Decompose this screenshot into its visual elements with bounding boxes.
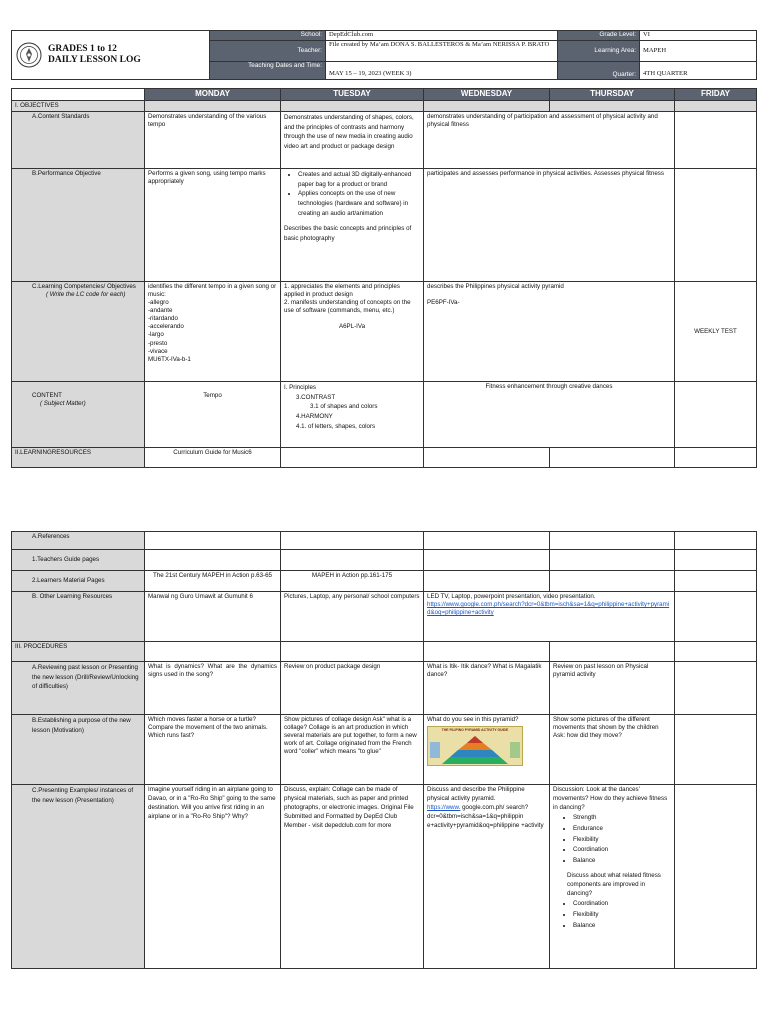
learning-resources-label: II.LEARNINGRESOURCES	[12, 448, 145, 468]
day-header-friday: FRIDAY	[675, 89, 757, 101]
quarter-label: Quarter:	[558, 61, 640, 79]
content-standards-label: A.Content Standards	[12, 112, 145, 169]
references-label: A.References	[12, 532, 145, 550]
quarter-value: 4TH QUARTER	[640, 61, 757, 79]
procedures-label: III. PROCEDURES	[12, 642, 145, 662]
motivation-monday: Which moves faster a horse or a turtle? Compare the movement of the two animals. Which runs fast?	[145, 715, 281, 785]
fitness-item: • Strength	[573, 813, 671, 824]
perf-tue-item: • Creates and actual 3D digitally-enhanced paper bag for a product or brand	[298, 170, 420, 189]
reviewing-wednesday: What is Itik- Itik dance? What is Magalatik dance?	[424, 662, 550, 715]
content-label-cell	[12, 382, 145, 448]
day-header-wednesday: WEDNESDAY	[424, 89, 550, 101]
motivation-wed-text: What do you see in this pyramid?	[427, 716, 519, 723]
comp-tuesday	[281, 282, 424, 382]
presentation-thursday	[550, 785, 675, 969]
comp-tue-code: A6PL-IVa	[338, 323, 366, 331]
comp-wed-text: describes the Philippines physical activity pyramid	[427, 283, 564, 291]
perf-wed-thu: participates and assesses performance in physical activities. Assesses physical fitness	[424, 169, 675, 282]
comp-tue-2: 2. manifests understanding of concepts on the use of software (commands, menu, etc.)	[284, 299, 411, 315]
motivation-tuesday: Show pictures of collage design Ask" what is a collage? Collage is an art production in which several materials are put together, to form a new work of art. Collage originated from the French word "coller" which means "to glue"	[281, 715, 424, 785]
perf-monday: Performs a given song, using tempo marks appropriately	[145, 169, 281, 282]
competencies-label: C.Learning Competencies/ Objectives	[32, 283, 136, 291]
resources-monday: Curriculum Guide for Music6	[145, 448, 281, 468]
fitness-item: • Balance	[573, 856, 671, 867]
header-title-line1: GRADES 1 to 12	[48, 44, 117, 55]
motivation-thursday: Show some pictures of the different movements that shown by the children Ask: how did they move?	[550, 715, 675, 785]
content-tue-line: 3.1 of shapes and colors	[310, 403, 378, 411]
school-value: DepEdClub.com	[326, 31, 558, 41]
content-std-tuesday: Demonstrates understanding of shapes, colors, and the principles of contrasts and harmony through the use of new media in creating audio video art and product or package design	[281, 112, 424, 169]
content-tue-line: 4.HARMONY	[296, 412, 333, 420]
fitness-item: • Coordination	[573, 899, 671, 910]
comp-mon-line: -largo	[148, 331, 164, 339]
area-label: Learning Area:	[558, 41, 640, 61]
learners-material-label: 2.Learners Material Pages	[12, 571, 145, 592]
presentation-wed-text: Discuss and describe the Philippine physical activity pyramid.	[427, 786, 525, 802]
grade-label: Grade Level:	[558, 31, 640, 41]
other-monday: Manwal ng Guro Umawit at Gumuhit 6	[145, 592, 281, 642]
section-objectives: I. OBJECTIVES	[12, 101, 145, 112]
teacher-label: Teacher:	[210, 41, 326, 61]
lm-monday: The 21st Century MAPEH in Action p.63-65	[145, 571, 281, 592]
content-wed-thu: Fitness enhancement through creative dances	[424, 382, 675, 448]
reviewing-tuesday: Review on product package design	[281, 662, 424, 715]
content-note: ( Subject Matter)	[40, 400, 86, 408]
comp-mon-line: -accelerando	[148, 323, 184, 331]
day-header-monday: MONDAY	[145, 89, 281, 101]
fitness-item: • Flexibility	[573, 835, 671, 846]
other-wed-text: LED TV, Laptop, powerpoint presentation, video presentation.	[427, 593, 596, 600]
content-std-wed-thu: demonstrates understanding of participation and assessment of physical activity and physical fitness	[424, 112, 675, 169]
comp-wed-code: PE6PF-IVa-	[427, 299, 460, 307]
performance-objective-label: B.Performance Objective	[12, 169, 145, 282]
presentation-wednesday	[424, 785, 550, 969]
header-title-line2: DAILY LESSON LOG	[48, 55, 141, 65]
comp-monday	[145, 282, 281, 382]
fitness-item: • Flexibility	[573, 910, 671, 921]
lm-tuesday: MAPEH in Action pp.161-175	[281, 571, 424, 592]
fitness-item: • Balance	[573, 921, 671, 932]
comp-friday: WEEKLY TEST	[675, 282, 757, 382]
motivation-label: B.Establishing a purpose of the new lesson (Motivation)	[12, 715, 145, 785]
comp-mon-line: -ritardando	[148, 315, 178, 323]
pyramid-search-link[interactable]: https://www.google.com.ph/search?dcr=0&tbm=isch&sa=1&q=philippine+activity+pyramid&oq=philippine+activity	[427, 601, 670, 617]
pyramid-graphic	[428, 734, 522, 766]
content-monday: Tempo	[145, 382, 281, 448]
presentation-tuesday: Discuss, explain: Collage can be made of physical materials, such as paper and printed photographs, or electronic images. Original File Submitted and Formatted by DepEd Club Member - visit depedclub.com for more	[281, 785, 424, 969]
other-wed-thu	[424, 592, 675, 642]
presentation-monday: Imagine yourself riding in an airplane going to Davao, or in a "Ro-Ro Ship" going to the same destination. Will you arrive first riding in an airplane or in a "Ro-Ro Ship"? Why?	[145, 785, 281, 969]
fitness-item: • Coordination	[573, 845, 671, 856]
comp-mon-line: -andante	[148, 307, 173, 315]
day-header-thursday: THURSDAY	[550, 89, 675, 101]
presentation-wed-link[interactable]: https://www.	[427, 803, 461, 811]
lesson-table-page2	[11, 531, 757, 969]
grade-value: VI	[640, 31, 757, 41]
presentation-thu-mid: Discuss about what related fitness components are improved in dancing?	[567, 872, 661, 898]
presentation-label: C.Presenting Examples/ instances of the new lesson (Presentation)	[12, 785, 145, 969]
comp-mon-line: -allegro	[148, 299, 169, 307]
reviewing-monday: What is dynamics? What are the dynamics signs used in the song?	[145, 662, 281, 715]
dates-label: Teaching Dates and Time:	[210, 61, 326, 79]
presentation-wed-url: google.com.ph/ search? dcr=0&tbm=isch&sa=1&q=philippin e+activity+pyramid&oq=philippine +activity	[427, 803, 544, 829]
content-std-monday: Demonstrates understanding of the various tempo	[145, 112, 281, 169]
dates-value: MAY 15 – 19, 2023 (WEEK 3)	[326, 61, 558, 79]
other-tuesday: Pictures, Laptop, any personal/ school computers	[281, 592, 424, 642]
day-header-blank	[12, 89, 145, 101]
reviewing-label: A.Reviewing past lesson or Presenting the new lesson (Drill/Review/Unlocking of difficulties)	[12, 662, 145, 715]
comp-mon-line: -vivace	[148, 347, 168, 355]
area-value: MAPEH	[640, 41, 757, 61]
perf-tue-note: Describes the basic concepts and principles of basic photography	[284, 225, 412, 242]
other-resources-label: B. Other Learning Resources	[12, 592, 145, 642]
teacher-value: File created by Ma’am DONA S. BALLESTEROS & Ma’am NERISSA P. BRATO	[326, 41, 558, 61]
school-label: School:	[210, 31, 326, 41]
header-block	[11, 30, 757, 80]
fitness-item: • Endurance	[573, 824, 671, 835]
teachers-guide-label: 1.Teachers Guide pages	[12, 550, 145, 571]
deped-seal-icon	[16, 42, 42, 68]
perf-tuesday	[281, 169, 424, 282]
content-tue-line: 3.CONTRAST	[296, 393, 336, 401]
content-tue-line: 4.1. of letters, shapes, colors	[296, 422, 376, 430]
comp-tue-1: 1. appreciates the elements and principles applied in product design	[284, 283, 400, 299]
competencies-label-cell	[12, 282, 145, 382]
competencies-note: ( Write the LC code for each)	[46, 291, 126, 299]
comp-mon-line: identifies the different tempo in a given song or music:	[148, 283, 277, 299]
content-tue-line: I. Principles	[284, 384, 316, 392]
day-header-tuesday: TUESDAY	[281, 89, 424, 101]
content-label: CONTENT	[32, 392, 62, 400]
comp-mon-line: -presto	[148, 339, 168, 347]
activity-pyramid-image	[427, 726, 523, 766]
motivation-wednesday	[424, 715, 550, 785]
comp-mon-line: MU6TX-IVa-b-1	[148, 355, 191, 363]
pyramid-image-title: THE FILIPINO PYRAMID ACTIVITY GUIDE	[441, 728, 509, 733]
perf-tue-item: • Applies concepts on the use of new technologies (hardware and software) in creating an audio art/animation	[298, 189, 420, 218]
comp-wed-thu	[424, 282, 675, 382]
presentation-thu-intro: Discussion: Look at the dances' movements? How do they achieve fitness in dancing?	[553, 786, 668, 811]
content-tuesday	[281, 382, 424, 448]
header-logo-cell	[12, 31, 210, 80]
lesson-table-page1	[11, 88, 757, 468]
reviewing-thursday: Review on past lesson on Physical pyramid activity	[550, 662, 675, 715]
